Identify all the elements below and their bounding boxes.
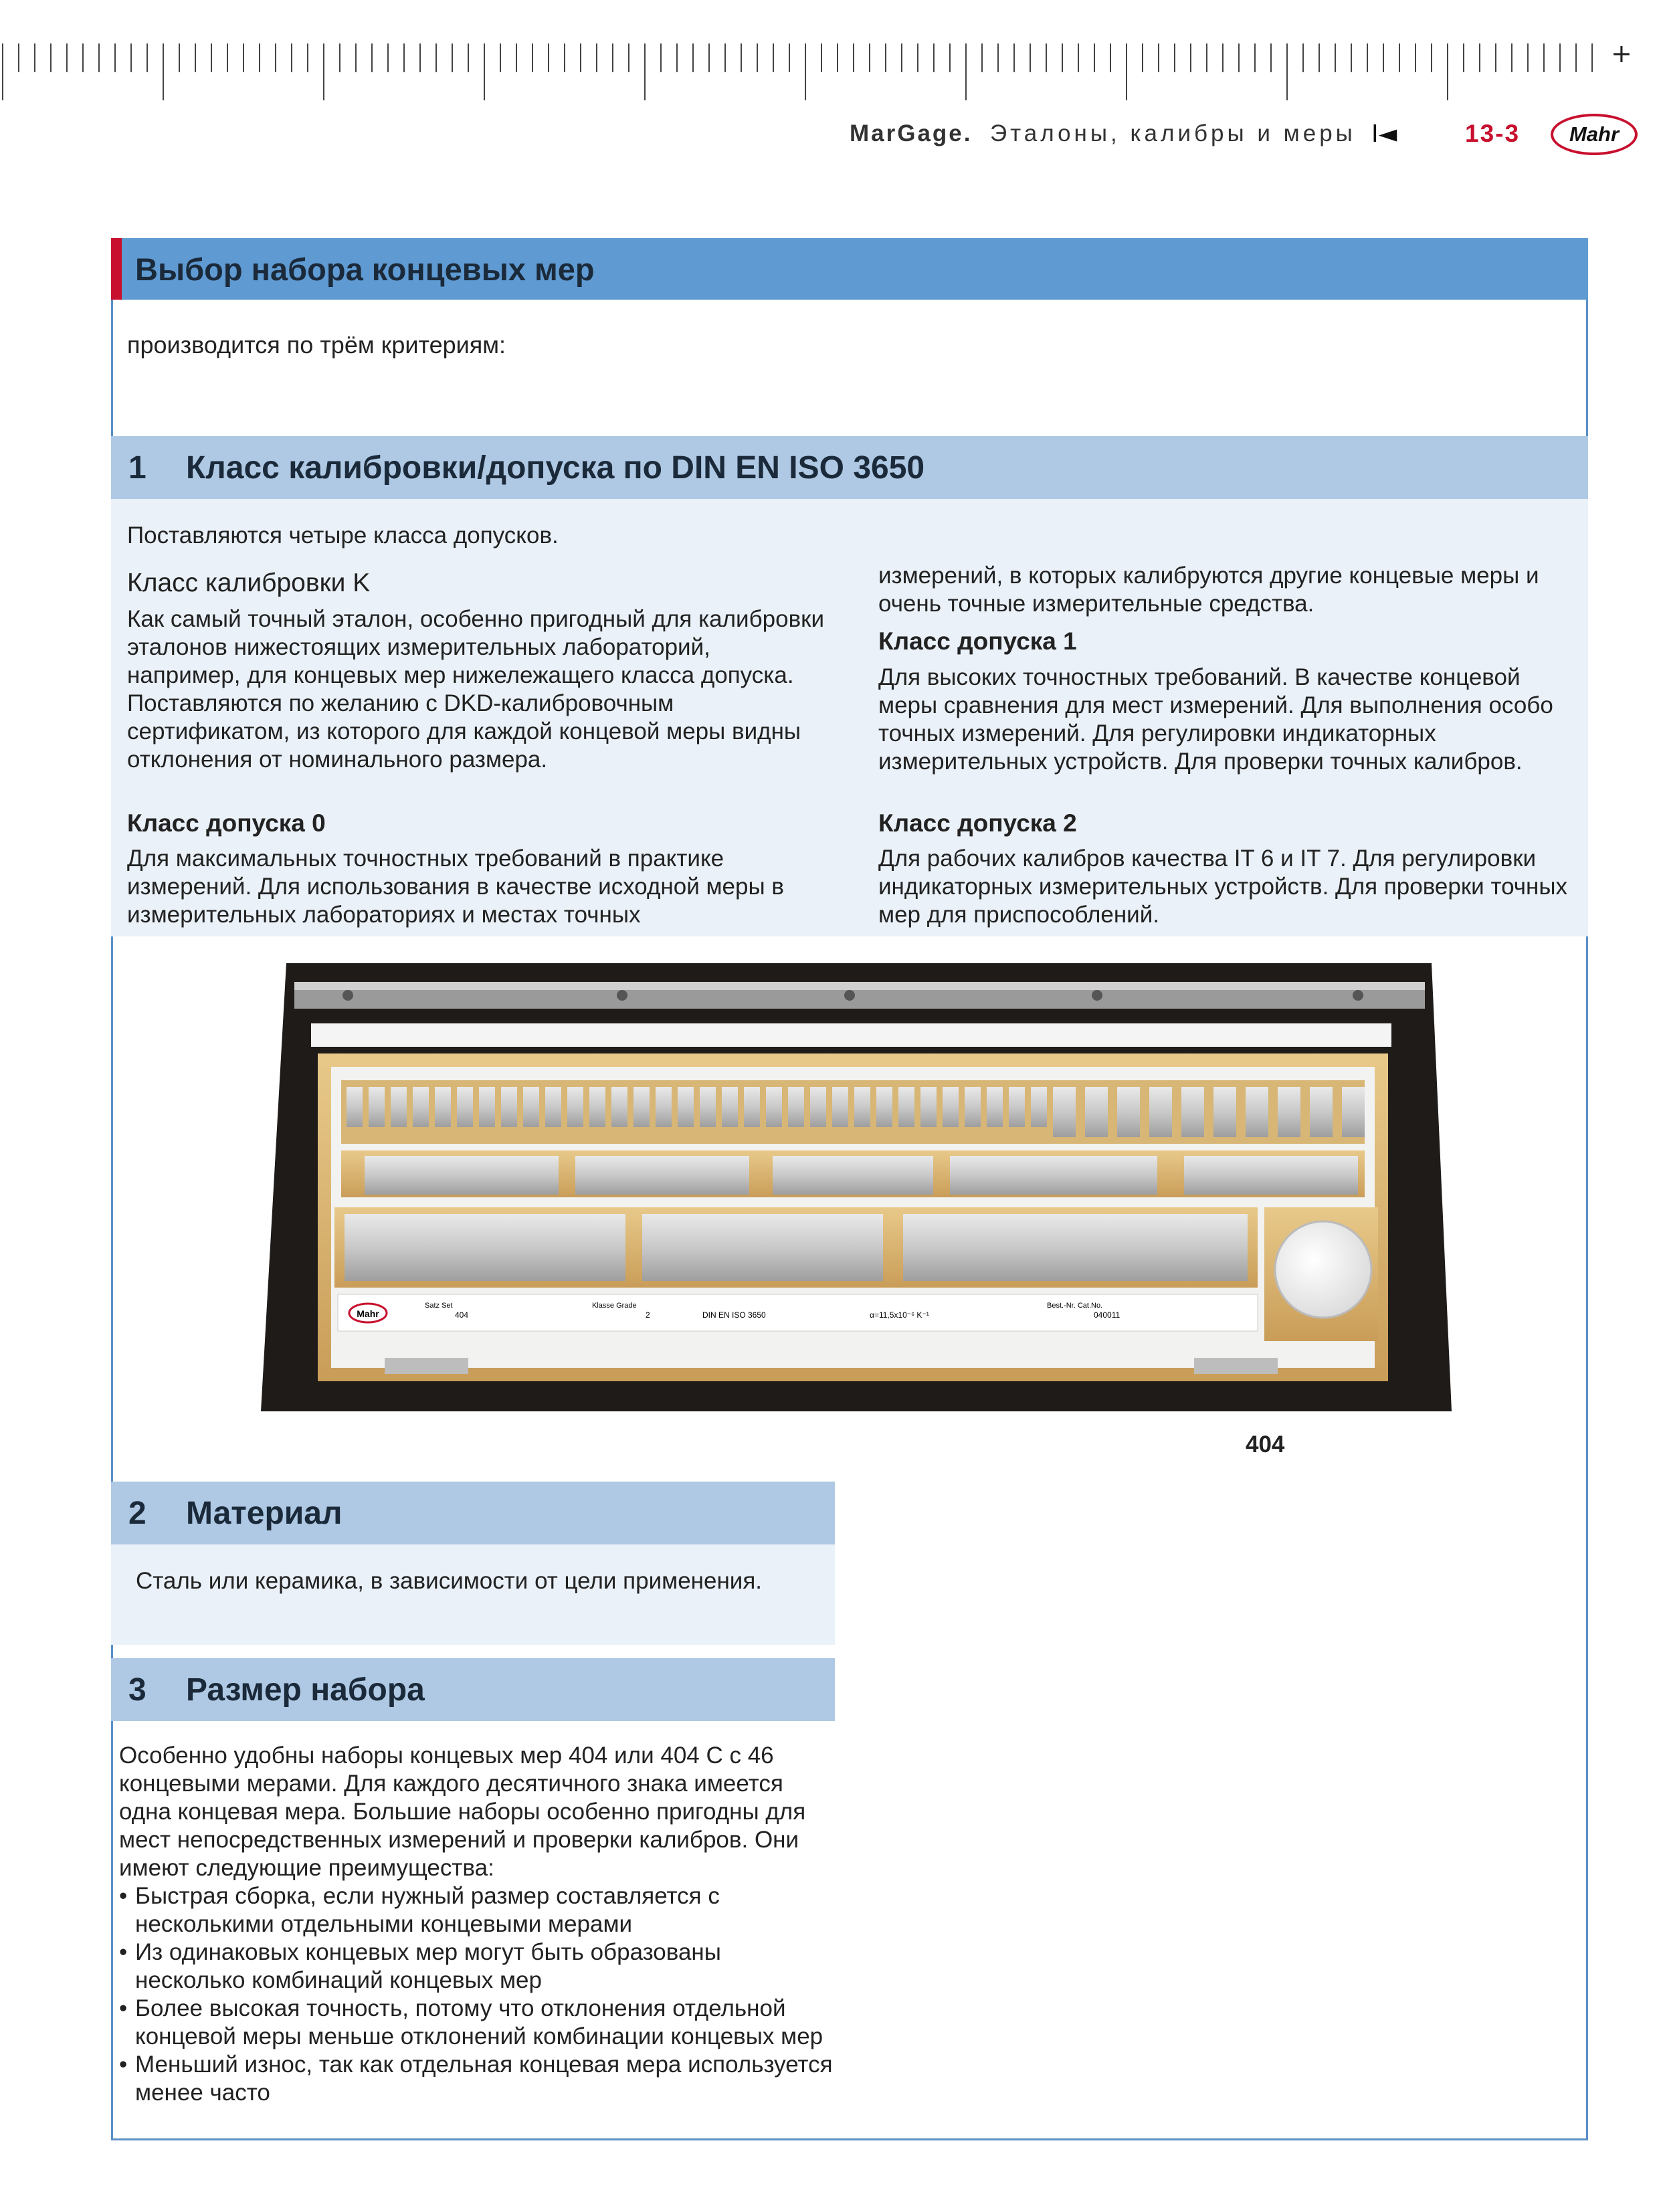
section1-number: 1 bbox=[128, 449, 147, 486]
registration-mark: + bbox=[1611, 39, 1632, 68]
header-brand: MarGage. bbox=[850, 120, 973, 146]
class2-text: Для рабочих калибров качества IT 6 и IT 7. Для регулировки индикаторных измерительных устройств. Для проверки точных мер для приспособлений. bbox=[878, 845, 1568, 928]
gauge-block bbox=[1213, 1087, 1236, 1137]
gauge-block bbox=[391, 1087, 407, 1127]
section2-number: 2 bbox=[128, 1495, 147, 1531]
classK-text: Как самый точный эталон, особенно пригодный для калибровки эталонов нижестоящих измерительных лабораторий, например, для концевых мер нижележащего класса допуска. Поставляются по желанию с DKD-калибровочным сертификатом, из которого для каждой концевой меры видны отклонения от номинального размера. bbox=[127, 606, 825, 773]
label-order: Best.-Nr. Cat.No. bbox=[1047, 1302, 1103, 1310]
label-alpha: α=11,5x10⁻⁶ K⁻¹ bbox=[870, 1310, 929, 1320]
gauge-block bbox=[832, 1087, 848, 1127]
gauge-block bbox=[435, 1087, 451, 1127]
gauge-block bbox=[920, 1087, 937, 1127]
gauge-block bbox=[369, 1087, 385, 1127]
section3-header bbox=[111, 1658, 835, 1721]
gauge-block bbox=[567, 1087, 583, 1127]
gauge-block bbox=[413, 1087, 429, 1127]
class0-title: Класс допуска 0 bbox=[127, 809, 326, 837]
logo-text: Mahr bbox=[1569, 122, 1620, 146]
main-section-header bbox=[111, 238, 1588, 300]
accent-bar bbox=[111, 238, 122, 300]
gauge-block bbox=[611, 1087, 627, 1127]
section3-text: Особенно удобны наборы концевых мер 404 или 404 C с 46 концевыми мерами. Для каждого десятичного знака имеется одна концевая мера. Большие наборы особенно пригодны для мест непосредственных измерений и проверки калибров. Они имеют следующие преимущества: bbox=[119, 1742, 806, 1881]
section3-bullets bbox=[119, 1882, 835, 2107]
section3-number: 3 bbox=[128, 1672, 147, 1708]
gauge-block bbox=[876, 1087, 892, 1127]
gauge-block bbox=[1246, 1087, 1268, 1137]
top-label-strip bbox=[311, 1023, 1391, 1047]
gauge-block bbox=[1149, 1087, 1172, 1137]
gauge-block bbox=[523, 1087, 539, 1127]
section2-text: Сталь или керамика, в зависимости от цели применения. bbox=[136, 1568, 763, 1594]
gauge-block bbox=[965, 1087, 981, 1127]
gauge-block bbox=[1009, 1087, 1025, 1127]
figure-caption: 404 bbox=[1246, 1431, 1285, 1457]
class1-title: Класс допуска 1 bbox=[878, 627, 1077, 655]
section3-title: Размер набора bbox=[186, 1672, 425, 1708]
page-ruler bbox=[0, 0, 1659, 114]
class0-text-continued: измерений, в которых калибруются другие концевые меры и очень точные измерительные средства. bbox=[878, 563, 1539, 617]
list-item: • Из одинаковых концевых мер могут быть образованы несколько комбинаций концевых мер bbox=[119, 1938, 835, 1995]
gauge-block bbox=[1031, 1087, 1047, 1127]
gauge-block bbox=[810, 1087, 826, 1127]
gauge-block bbox=[545, 1087, 561, 1127]
label-set: Satz Set bbox=[425, 1302, 453, 1310]
small-blocks-row bbox=[341, 1080, 1365, 1144]
list-item: • Быстрая сборка, если нужный размер составляется с несколькими отдельными концевыми мерами bbox=[119, 1882, 835, 1938]
gauge-block bbox=[788, 1087, 804, 1127]
classK-title: Класс калибровки K bbox=[127, 569, 371, 597]
section2-header bbox=[111, 1482, 835, 1544]
gauge-block bbox=[1117, 1087, 1140, 1137]
label-norm: DIN EN ISO 3650 bbox=[702, 1310, 766, 1320]
gauge-block-set-image bbox=[248, 957, 1452, 1418]
list-item: • Меньший износ, так как отдельная концевая мера используется менее часто bbox=[119, 2051, 835, 2107]
gauge-block bbox=[1310, 1087, 1333, 1137]
class1-text: Для высоких точностных требований. В качестве концевой меры сравнения для мест измерений. Для выполнения особо точных измерений. Для регулировки индикаторных измерительных устройств. Для проверки точных калибров. bbox=[878, 664, 1553, 775]
gauge-block bbox=[987, 1087, 1003, 1127]
class0-text: Для максимальных точностных требований в практике измерений. Для использования в качестве исходной меры в измерительных лабораториях и местах точных bbox=[127, 845, 784, 928]
section1-title: Класс калибровки/допуска по DIN EN ISO 3650 bbox=[186, 449, 925, 486]
gauge-block bbox=[1085, 1087, 1108, 1137]
main-section-intro: производится по трём критериям: bbox=[127, 331, 506, 359]
gauge-block bbox=[898, 1087, 914, 1127]
gauge-block bbox=[766, 1087, 782, 1127]
gauge-block bbox=[943, 1087, 959, 1127]
gauge-block bbox=[479, 1087, 495, 1127]
section1-header bbox=[111, 436, 1588, 499]
gauge-block bbox=[722, 1087, 738, 1127]
class2-title: Класс допуска 2 bbox=[878, 809, 1077, 837]
list-item: • Более высокая точность, потому что отклонения отдельной концевой меры меньше отклонений комбинации концевых мер bbox=[119, 1995, 835, 2051]
gauge-block bbox=[347, 1087, 363, 1127]
section1-lead: Поставляются четыре класса допусков. bbox=[127, 522, 559, 548]
header-title: Эталоны, калибры и меры bbox=[990, 120, 1356, 146]
gauge-block bbox=[633, 1087, 650, 1127]
page-number: 13-3 bbox=[1465, 120, 1521, 147]
gauge-block bbox=[501, 1087, 517, 1127]
label-class-value: 2 bbox=[646, 1310, 650, 1320]
gauge-block bbox=[656, 1087, 672, 1127]
gauge-block bbox=[700, 1087, 716, 1127]
gauge-block bbox=[678, 1087, 694, 1127]
label-class: Klasse Grade bbox=[592, 1302, 637, 1310]
back-arrow-icon[interactable]: I◄ bbox=[1371, 120, 1397, 148]
optical-flat bbox=[1275, 1221, 1371, 1318]
gauge-block bbox=[1181, 1087, 1204, 1137]
mahr-logo bbox=[1551, 114, 1638, 155]
label-brand: Mahr bbox=[357, 1308, 379, 1319]
gauge-block bbox=[854, 1087, 870, 1127]
gauge-block bbox=[1278, 1087, 1300, 1137]
latch-right bbox=[1194, 1358, 1278, 1374]
gauge-block bbox=[457, 1087, 473, 1127]
gauge-block bbox=[1342, 1087, 1365, 1137]
section2-title: Материал bbox=[186, 1495, 343, 1531]
gauge-block bbox=[589, 1087, 605, 1127]
label-set-value: 404 bbox=[455, 1310, 469, 1320]
main-section-title: Выбор набора концевых мер bbox=[135, 251, 595, 287]
gauge-block bbox=[744, 1087, 760, 1127]
latch-left bbox=[385, 1358, 468, 1374]
gauge-block bbox=[1053, 1087, 1076, 1137]
label-order-value: 040011 bbox=[1094, 1310, 1120, 1320]
